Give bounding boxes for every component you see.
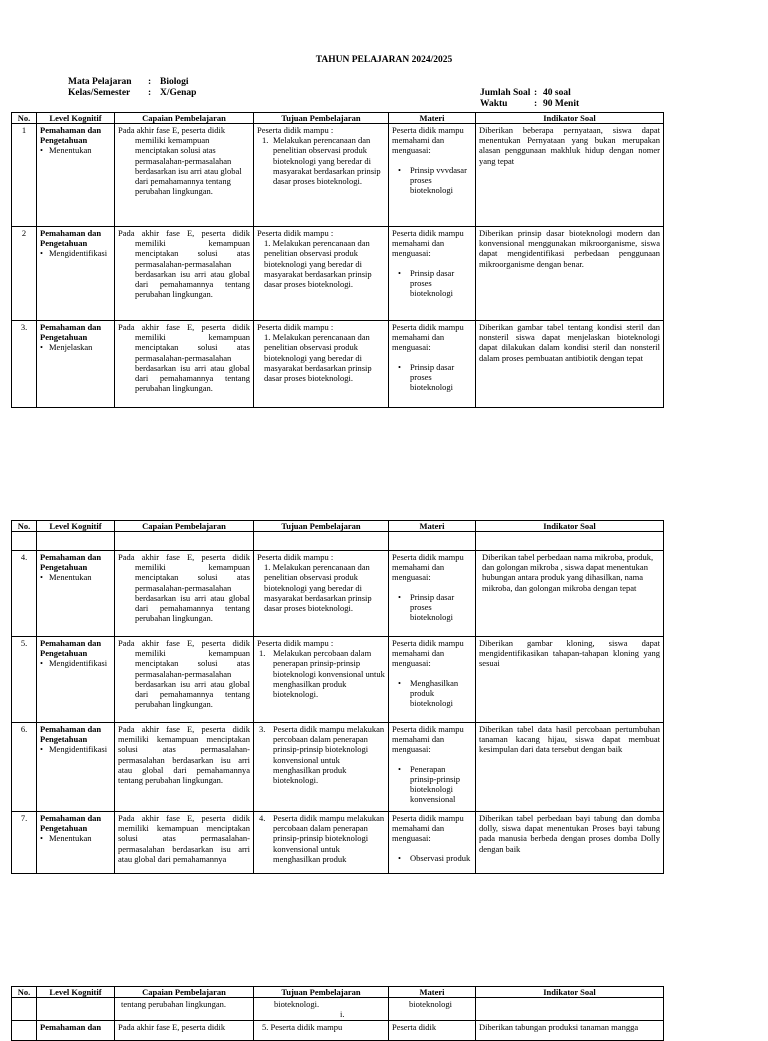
- header-no: No.: [12, 987, 37, 998]
- row-tujuan: 4. Peserta didik mampu melakukan percobaan dalam penerapan prinsip-prinsip bioteknologi konvensional untuk menghasilkan produk: [254, 812, 389, 874]
- header-level: Level Kognitif: [37, 987, 115, 998]
- table-row: [12, 321, 664, 408]
- meta-row-jumlah: [480, 88, 579, 99]
- header-indikator: Indikator Soal: [476, 521, 664, 532]
- row-level: Pemahaman dan Pengetahuan • Menentukan: [37, 812, 115, 874]
- row-capaian: Pada akhir fase E, peserta didik memiliki kemampuan menciptakan solusi atas permasalahan-permasalahan berdasarkan isu arri atau global dari pemahamannya tentang perubahan lingkungan.: [115, 124, 254, 227]
- row-no: 3.: [12, 321, 37, 408]
- row-tujuan: 3. Peserta didik mampu melakukan percobaan dalam penerapan prinsip-prinsip bioteknologi konvensional untuk menghasilkan produk bioteknologi.: [254, 723, 389, 812]
- waktu-value: 90 Menit: [543, 99, 580, 109]
- header-materi: Materi: [389, 113, 476, 124]
- table-header-row: [12, 987, 664, 998]
- row-indikator: Diberikan gambar kloning, siswa dapat mengidentifikasikan tahapan-tahapan kloning yang sesuai: [476, 637, 664, 723]
- cont-capaian: tentang perubahan lingkungan.: [115, 998, 254, 1021]
- row-materi: Peserta didik mampu memahami dan menguasai: • Observasi produk: [389, 812, 476, 874]
- row-tujuan: Peserta didik mampu : 1. Melakukan perencanaan dan penelitian observasi produk bioteknologi yang beredar di masyarakat berdasarkan prinsip dasar proses bioteknologi.: [254, 321, 389, 408]
- level-bullet: • Mengidentifikasi: [40, 658, 111, 668]
- cut-tujuan: 5. Peserta didik mampu: [254, 1021, 389, 1041]
- row-no: 2: [12, 227, 37, 321]
- table-header-row: [12, 113, 664, 124]
- row-capaian: Pada akhir fase E, peserta didik memiliki kemampuan menciptakan solusi atas permasalahan-permasalahan berdasarkan isu arri atau global dari pemahamannya tentang perubahan lingkungan.: [115, 723, 254, 812]
- cut-indikator: Diberikan tabungan produksi tanaman mangga: [476, 1021, 664, 1041]
- header-tujuan: Tujuan Pembelajaran: [254, 987, 389, 998]
- row-level: Pemahaman dan Pengetahuan • Mengidentifikasi: [37, 637, 115, 723]
- row-level: Pemahaman dan Pengetahuan • Mengidentifikasi: [37, 723, 115, 812]
- mapel-label: Mata Pelajaran: [68, 77, 132, 87]
- header-level: Level Kognitif: [37, 113, 115, 124]
- kelas-label: Kelas/Semester: [68, 88, 131, 98]
- header-indikator: Indikator Soal: [476, 987, 664, 998]
- kisi-table-2: [11, 520, 664, 874]
- waktu-label: Waktu: [480, 99, 508, 109]
- header-no: No.: [12, 113, 37, 124]
- row-level: Pemahaman dan Pengetahuan • Menentukan: [37, 124, 115, 227]
- row-no: 5.: [12, 637, 37, 723]
- table-row: [12, 551, 664, 637]
- meta-row-kelas: [68, 88, 196, 99]
- row-level: Pemahaman dan Pengetahuan • Mengidentifikasi: [37, 227, 115, 321]
- waktu-colon: :: [534, 99, 538, 109]
- row-materi: Peserta didik mampu memahami dan menguasai: • Prinsip dasar proses bioteknologi: [389, 227, 476, 321]
- row-no: 1: [12, 124, 37, 227]
- cut-capaian: Pada akhir fase E, peserta didik: [115, 1021, 254, 1041]
- jumlah-value: 40 soal: [543, 88, 571, 98]
- row-materi: Peserta didik mampu memahami dan menguasai: • Menghasilkan produk bioteknologi: [389, 637, 476, 723]
- meta-left: [68, 77, 196, 99]
- row-capaian: Pada akhir fase E, peserta didik memiliki kemampuan menciptakan solusi atas permasalahan-permasalahan berdasarkan isu arri atau global dari pemahamannya tentang perubahan lingkungan.: [115, 637, 254, 723]
- row-capaian: Pada akhir fase E, peserta didik memiliki kemampuan menciptakan solusi atas permasalahan-permasalahan berdasarkan isu arri atau global dari pemahamannya: [115, 812, 254, 874]
- kisi-table-1: [11, 112, 664, 408]
- header-level: Level Kognitif: [37, 521, 115, 532]
- cut-materi: Peserta didik: [389, 1021, 476, 1041]
- mapel-colon: :: [148, 77, 152, 87]
- header-materi: Materi: [389, 521, 476, 532]
- row-tujuan: Peserta didik mampu : 1. Melakukan percobaan dalam penerapan prinsip-prinsip bioteknologi konvensional untuk menghasilkan produk bioteknologi.: [254, 637, 389, 723]
- table-row: [12, 723, 664, 812]
- row-no: 7.: [12, 812, 37, 874]
- level-bullet: • Mengidentifikasi: [40, 744, 111, 754]
- row-indikator: Diberikan tabel perbedaan bayi tabung dan domba dolly, siswa dapat menentukan Proses bayi tabung pada manusia berbeda dengan proses domba Dolly dengan baik: [476, 812, 664, 874]
- row-level: Pemahaman dan Pengetahuan • Menjelaskan: [37, 321, 115, 408]
- row-materi: Peserta didik mampu memahami dan menguasai: • Prinsip dasar proses bioteknologi: [389, 321, 476, 408]
- level-bullet: • Menjelaskan: [40, 342, 111, 352]
- kelas-colon: :: [148, 88, 152, 98]
- row-materi: Peserta didik mampu memahami dan menguasai: • Prinsip dasar proses bioteknologi: [389, 551, 476, 637]
- row-tujuan: Peserta didik mampu : 1. Melakukan perencanaan dan penelitian observasi produk bioteknologi yang beredar di masyarakat berdasarkan prinsip dasar proses bioteknologi.: [254, 124, 389, 227]
- table-row: [12, 227, 664, 321]
- empty-row: [12, 532, 664, 551]
- kelas-value: X/Genap: [160, 88, 197, 98]
- kisi-table-3: [11, 986, 664, 1041]
- header-capaian: Capaian Pembelajaran: [115, 113, 254, 124]
- jumlah-colon: :: [534, 88, 538, 98]
- meta-row-waktu: [480, 99, 579, 110]
- cont-tujuan: bioteknologi. i.: [254, 998, 389, 1021]
- row-level: Pemahaman dan Pengetahuan • Menentukan: [37, 551, 115, 637]
- row-indikator: Diberikan prinsip dasar bioteknologi modern dan konvensional menggunakan mikroorganisme, siswa dapat mengidentifikasi perbedaan penggunaan mikroorganisme dengan benar.: [476, 227, 664, 321]
- level-bullet: • Menentukan: [40, 145, 111, 155]
- header-capaian: Capaian Pembelajaran: [115, 521, 254, 532]
- row-materi: Peserta didik mampu memahami dan menguasai: • Prinsip vvvdasar proses bioteknologi: [389, 124, 476, 227]
- row-indikator: Diberikan beberapa pernyataan, siswa dapat menentukan Pernyataan yang bukan merupakan alasan penggunaan makhluk hidup dengan nomer yang tepat: [476, 124, 664, 227]
- level-bullet: • Menentukan: [40, 572, 111, 582]
- header-materi: Materi: [389, 987, 476, 998]
- table-header-row: [12, 521, 664, 532]
- row-tujuan: Peserta didik mampu : 1. Melakukan perencanaan dan penelitian observasi produk bioteknologi yang beredar di masyarakat berdasarkan prinsip dasar proses bioteknologi.: [254, 227, 389, 321]
- row-materi: Peserta didik mampu memahami dan menguasai: • Penerapan prinsip-prinsip bioteknologi konvensional: [389, 723, 476, 812]
- row-capaian: Pada akhir fase E, peserta didik memiliki kemampuan menciptakan solusi atas permasalahan-permasalahan berdasarkan isu arri atau global dari pemahamannya tentang perubahan lingkungan.: [115, 227, 254, 321]
- row-capaian: Pada akhir fase E, peserta didik memiliki kemampuan menciptakan solusi atas permasalahan-permasalahan berdasarkan isu arri atau global dari pemahamannya tentang perubahan lingkungan.: [115, 551, 254, 637]
- mapel-value: Biologi: [160, 77, 189, 87]
- meta-right: [480, 88, 579, 110]
- row-capaian: Pada akhir fase E, peserta didik memiliki kemampuan menciptakan solusi atas permasalahan-permasalahan berdasarkan isu arri atau global dari pemahamannya tentang perubahan lingkungan.: [115, 321, 254, 408]
- row-indikator: Diberikan tabel perbedaan nama mikroba, produk, dan golongan mikroba , siswa dapat menentukan hubungan antara produk yang dihasilkan, nama mikroba, dan golongan mikroba dengan tepat: [476, 551, 664, 637]
- table-row: [12, 637, 664, 723]
- row-no: 4.: [12, 551, 37, 637]
- meta-row-mapel: [68, 77, 196, 88]
- table-row: [12, 812, 664, 874]
- header-no: No.: [12, 521, 37, 532]
- table-row: [12, 124, 664, 227]
- level-bullet: • Mengidentifikasi: [40, 248, 111, 258]
- row-no: 6.: [12, 723, 37, 812]
- header-tujuan: Tujuan Pembelajaran: [254, 113, 389, 124]
- row-indikator: Diberikan gambar tabel tentang kondisi steril dan nonsteril siswa dapat menjelaskan bioteknologi dapat dilakukan dalam kondisi steril dan nonsteril dalam proses pembuatan antibiotik dengan tepat: [476, 321, 664, 408]
- header-indikator: Indikator Soal: [476, 113, 664, 124]
- document-title: TAHUN PELAJARAN 2024/2025: [315, 55, 453, 65]
- row-indikator: Diberikan tabel data hasil percobaan pertumbuhan tanaman kacang hijau, siswa dapat membuat kesimpulan dari data tersebut dengan baik: [476, 723, 664, 812]
- cont-materi: bioteknologi: [389, 998, 476, 1021]
- row-tujuan: Peserta didik mampu : 1. Melakukan perencanaan dan penelitian observasi produk bioteknologi yang beredar di masyarakat berdasarkan prinsip dasar proses bioteknologi.: [254, 551, 389, 637]
- header-tujuan: Tujuan Pembelajaran: [254, 521, 389, 532]
- continuation-row: [12, 998, 664, 1021]
- jumlah-label: Jumlah Soal: [480, 88, 531, 98]
- level-bullet: • Menentukan: [40, 833, 111, 843]
- cut-level: Pemahaman dan: [37, 1021, 115, 1041]
- header-capaian: Capaian Pembelajaran: [115, 987, 254, 998]
